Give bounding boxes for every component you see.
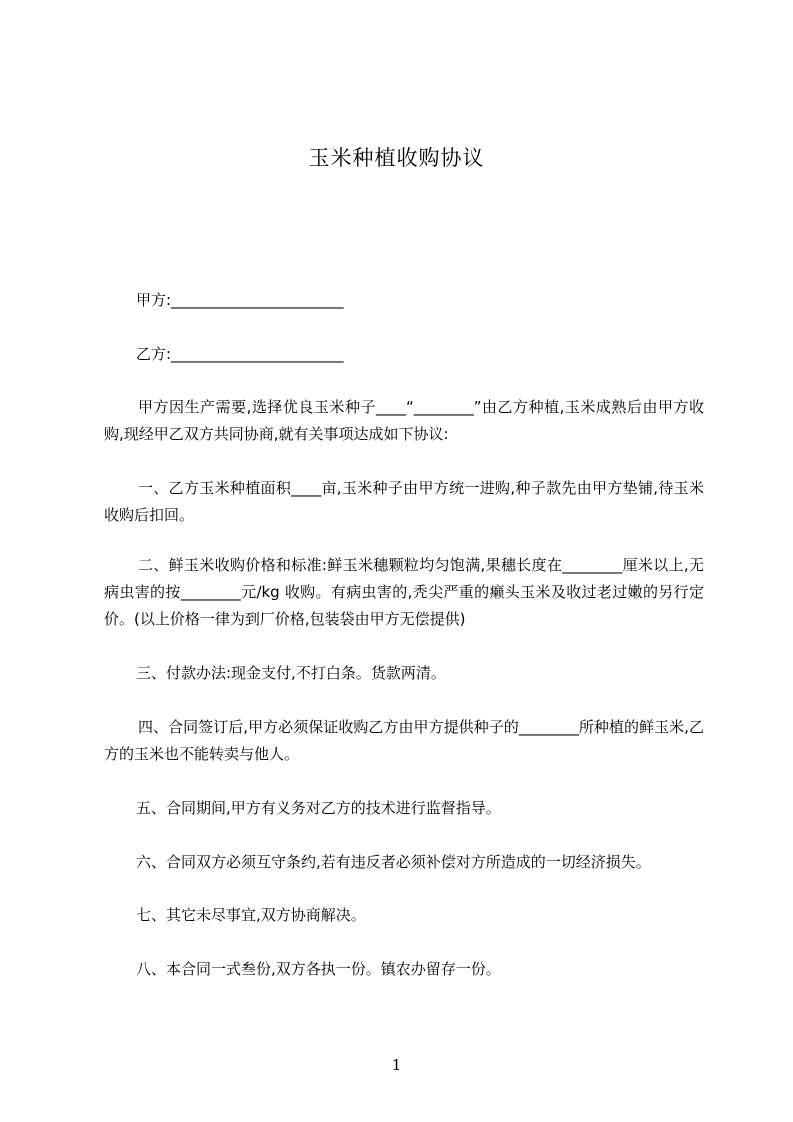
party-a-line: 甲方:_______________________ [136,291,344,309]
clause-3: 三、付款办法:现金支付,不打白条。货款两清。 [136,664,446,682]
clause-1: 一、乙方玉米种植面积____亩,玉米种子由甲方统一进购,种子款先由甲方垫铺,待玉米收购后扣回。 [104,479,704,524]
clause-2: 二、鲜玉米收购价格和标准:鲜玉米穗颗粒均匀饱满,果穗长度在________厘米以上,无病虫害的按________元/kg 收购。有病虫害的,秃尖严重的癞头玉米及收过老过嫩的另行定价。(以上价格一律为到厂价格,包装袋由甲方无偿提供) [104,556,704,628]
clause-4: 四、合同签订后,甲方必须保证收购乙方由甲方提供种子的________所种植的鲜玉米,乙方的玉米也不能转卖与他人。 [104,718,704,763]
party-b-line: 乙方:_______________________ [136,345,344,363]
clause-5: 五、合同期间,甲方有义务对乙方的技术进行监督指导。 [136,799,501,817]
page-number: 1 [391,1056,402,1074]
document-title: 玉米种植收购协议 [308,146,485,170]
clause-7: 七、其它未尽事宜,双方协商解决。 [136,906,366,924]
intro-paragraph: 甲方因生产需要,选择优良玉米种子____“________”由乙方种植,玉米成熟后由甲方收购,现经甲乙双方共同协商,就有关事项达成如下协议: [104,398,704,443]
clause-8: 八、本合同一式叁份,双方各执一份。镇农办留存一份。 [136,960,501,978]
clause-6: 六、合同双方必须互守条约,若有违反者必须补偿对方所造成的一切经济损失。 [136,853,651,871]
